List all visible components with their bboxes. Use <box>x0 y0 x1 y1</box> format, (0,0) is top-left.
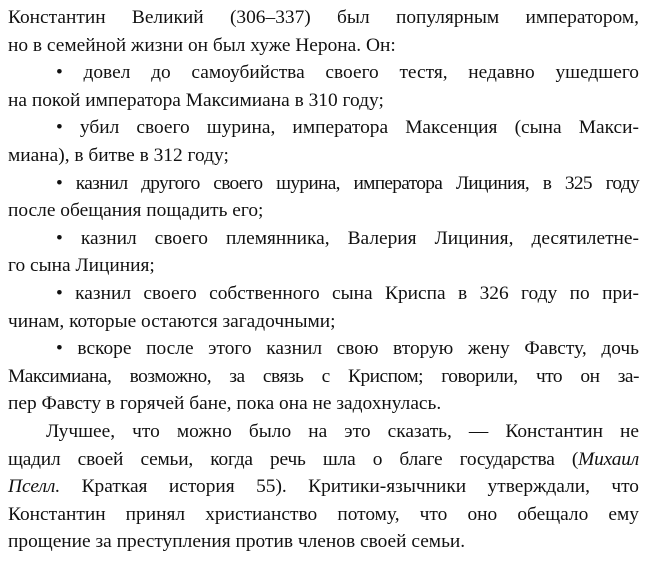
text-span: Лучшее, что можно было на это сказать, — Константин не <box>46 421 639 442</box>
text-span: • довел до самоубийства своего тестя, недавно ушедшего <box>56 62 639 84</box>
text-span: • вскоре после этого казнил свою вторую жену Фавсту, дочь <box>56 338 639 360</box>
text-span: на покой императора Максимиана в 310 году; <box>8 89 384 111</box>
text-line <box>8 4 639 32</box>
bullet-item <box>56 170 639 198</box>
text-span: пер Фавсту в горячей бане, пока она не задохнулась. <box>8 393 442 415</box>
text-line <box>8 363 639 391</box>
text-span: Константин принял христианство потому, что оно обещало ему <box>8 503 639 525</box>
bullet-item <box>56 225 639 253</box>
text-line <box>8 308 639 336</box>
paragraph-line <box>46 418 639 446</box>
text-line <box>8 197 639 225</box>
citation-author: Михаил <box>578 448 639 470</box>
text-line <box>8 32 639 60</box>
text-span: • казнил своего собственного сына Криспа в 326 году по при- <box>56 283 639 304</box>
text-span: щадил своей семьи, когда речь шла о благе государства ( <box>8 448 579 470</box>
paragraph-line <box>8 501 639 529</box>
paragraph-line <box>8 446 639 474</box>
text-line <box>8 390 639 418</box>
text-span: миана), в битве в 312 году; <box>8 145 229 166</box>
paragraph-line <box>8 528 639 556</box>
text-line <box>8 252 639 280</box>
text-span: го сына Лициния; <box>8 255 155 277</box>
text-line <box>8 142 639 170</box>
text-span: после обещания пощадить его; <box>8 200 264 222</box>
text-span: Краткая история 55). Критики-язычники утверждали, что <box>60 476 639 498</box>
bullet-item <box>56 280 639 308</box>
text-line <box>8 87 639 115</box>
bullet-item <box>56 335 639 363</box>
bullet-item <box>56 59 639 87</box>
text-span: Константин Великий (306–337) был популярным императором, <box>8 7 639 28</box>
citation-author: Пселл. <box>8 476 61 498</box>
text-span: но в семейной жизни он был хуже Нерона. Он: <box>8 34 396 56</box>
text-span: Максимиана, возможно, за связь с Криспом; говорили, что он за- <box>8 365 639 387</box>
text-span: • казнил другого своего шурина, императора Лициния, в 325 году <box>56 172 639 194</box>
text-span: • убил своего шурина, императора Максенция (сына Макси- <box>56 117 639 139</box>
bullet-item <box>56 114 639 142</box>
text-span: чинам, которые остаются загадочными; <box>8 310 336 332</box>
text-span: • казнил своего племянника, Валерия Лициния, десятилетне- <box>56 227 639 249</box>
text-span: прощение за преступления против членов своей семьи. <box>8 531 466 553</box>
paragraph-line <box>8 473 639 501</box>
